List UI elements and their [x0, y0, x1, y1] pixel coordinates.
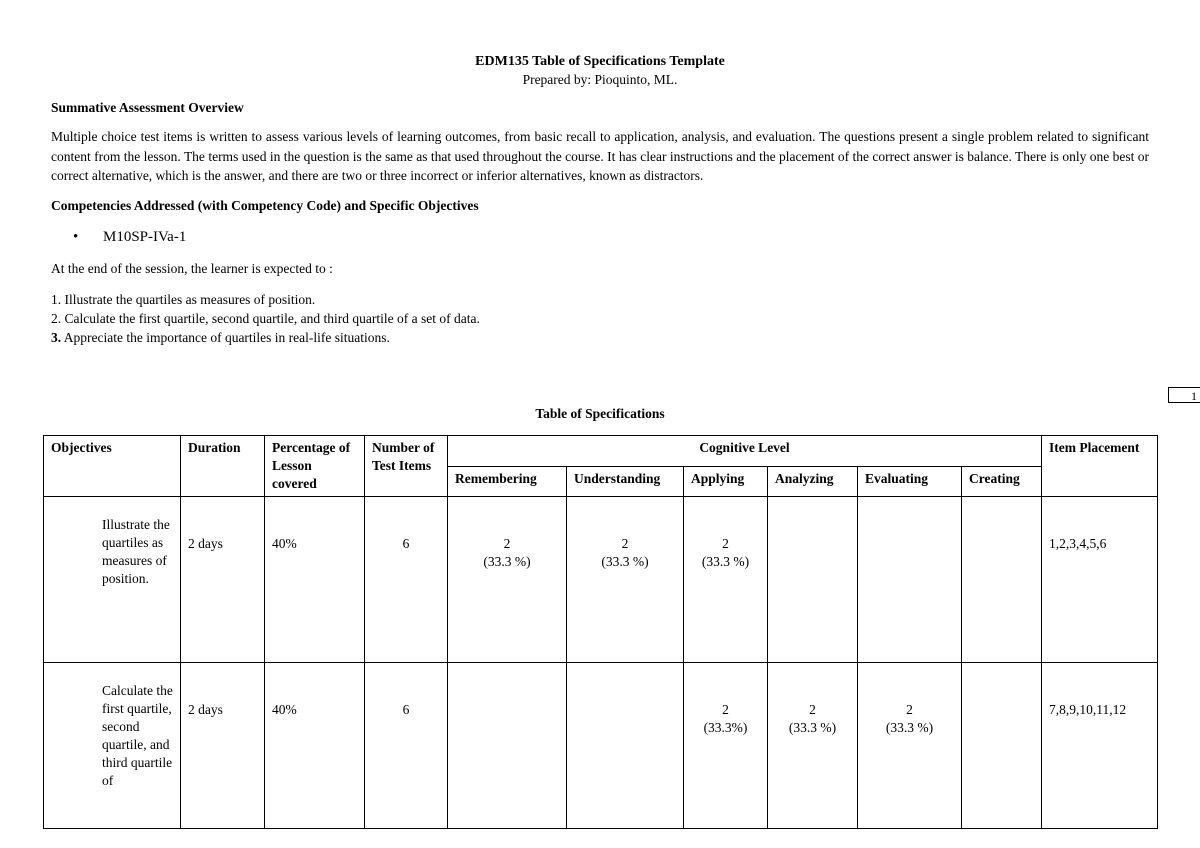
objective-text-clip: Calculate the first quartile, second quartile, and third quartile of — [102, 683, 173, 788]
header-analyzing: Analyzing — [768, 466, 858, 497]
competency-bullet — [73, 227, 1149, 247]
remembering-cell — [448, 663, 567, 829]
percent-value: (33.3 %) — [788, 720, 837, 735]
applying-cell — [684, 497, 768, 663]
count-value: 2 — [809, 702, 816, 717]
table-row — [44, 497, 1158, 663]
percent-value: (33.3 %) — [701, 554, 750, 569]
percent-value: (33.3 %) — [885, 720, 934, 735]
objective-cell: Illustrate the quartiles as measures of position. — [44, 497, 181, 663]
objective-number: 2. — [51, 310, 62, 326]
header-number-items: Number of Test Items — [365, 436, 448, 497]
specifications-table — [43, 435, 1158, 829]
table-title: Table of Specifications — [535, 406, 665, 421]
header-applying: Applying — [684, 466, 768, 497]
objective-item — [51, 328, 1149, 347]
header-understanding: Understanding — [567, 466, 684, 497]
objective-number: 1. — [51, 291, 62, 307]
creating-cell — [962, 497, 1042, 663]
header-evaluating: Evaluating — [858, 466, 962, 497]
percentage-cell: 40% — [265, 663, 365, 829]
objective-item — [51, 290, 1149, 309]
percent-value: (33.3 %) — [601, 554, 649, 569]
overview-text: Multiple choice test items is written to assess various levels of learning outcomes, from basic recall to application, analysis, and evaluation. The questions present a single problem related to significant content from the lesson. The terms used in the question is the same as that used throughout the course. It has clear instructions and the placement of the correct answer is balance. There is only one best or correct alternative, which is the answer, and there are two or three incorrect or inferior alternatives, known as distractors. — [51, 129, 1149, 183]
creating-cell — [962, 663, 1042, 829]
objective-item — [51, 309, 1149, 328]
evaluating-cell — [858, 663, 962, 829]
analyzing-cell — [768, 497, 858, 663]
items-cell: 6 — [365, 663, 448, 829]
remembering-cell — [448, 497, 567, 663]
count-value: 2 — [621, 536, 629, 551]
understanding-cell — [567, 663, 684, 829]
competencies-heading: Competencies Addressed (with Competency Code) and Specific Objectives — [51, 197, 479, 213]
placement-cell: 7,8,9,10,11,12 — [1042, 663, 1158, 829]
percentage-cell: 40% — [265, 497, 365, 663]
header-objectives: Objectives — [44, 436, 181, 497]
overview-heading: Summative Assessment Overview — [51, 100, 244, 115]
count-value: 2 — [722, 536, 729, 551]
header-cognitive-level: Cognitive Level — [448, 436, 1042, 467]
header-duration: Duration — [181, 436, 265, 497]
table-row — [44, 663, 1158, 829]
placement-cell: 1,2,3,4,5,6 — [1042, 497, 1158, 663]
count-value: 2 — [722, 702, 729, 717]
percent-value: (33.3%) — [703, 720, 748, 735]
document-page — [51, 52, 1149, 347]
objectives-list — [51, 290, 1149, 347]
objective-text: Calculate the first quartile, second quartile, and third quartile of a set of data. — [64, 310, 480, 326]
duration-cell: 2 days — [181, 497, 265, 663]
understanding-cell — [567, 497, 684, 663]
analyzing-cell — [768, 663, 858, 829]
bullet-icon: • — [73, 228, 79, 245]
count-value: 2 — [503, 536, 511, 551]
competency-code: M10SP-IVa-1 — [103, 228, 187, 245]
prepared-by: Prepared by: Pioquinto, ML. — [522, 72, 678, 87]
duration-cell: 2 days — [181, 663, 265, 829]
percent-value: (33.3 %) — [483, 554, 531, 569]
objective-cell — [44, 663, 181, 829]
header-item-placement: Item Placement — [1042, 436, 1158, 497]
objective-text: Appreciate the importance of quartiles in real-life situations. — [63, 329, 390, 345]
objective-number: 3. — [51, 329, 62, 345]
document-title: EDM135 Table of Specifications Template — [475, 54, 725, 69]
objective-text: Illustrate the quartiles as measures of position. — [64, 291, 316, 307]
header-creating: Creating — [962, 466, 1042, 497]
items-cell: 6 — [365, 497, 448, 663]
count-value: 2 — [906, 702, 913, 717]
applying-cell — [684, 663, 768, 829]
objectives-intro: At the end of the session, the learner is expected to : — [51, 260, 333, 276]
header-remembering: Remembering — [448, 466, 567, 497]
page-number: 1 — [1168, 387, 1200, 403]
header-percentage: Percentage of Lesson covered — [265, 436, 365, 497]
evaluating-cell — [858, 497, 962, 663]
